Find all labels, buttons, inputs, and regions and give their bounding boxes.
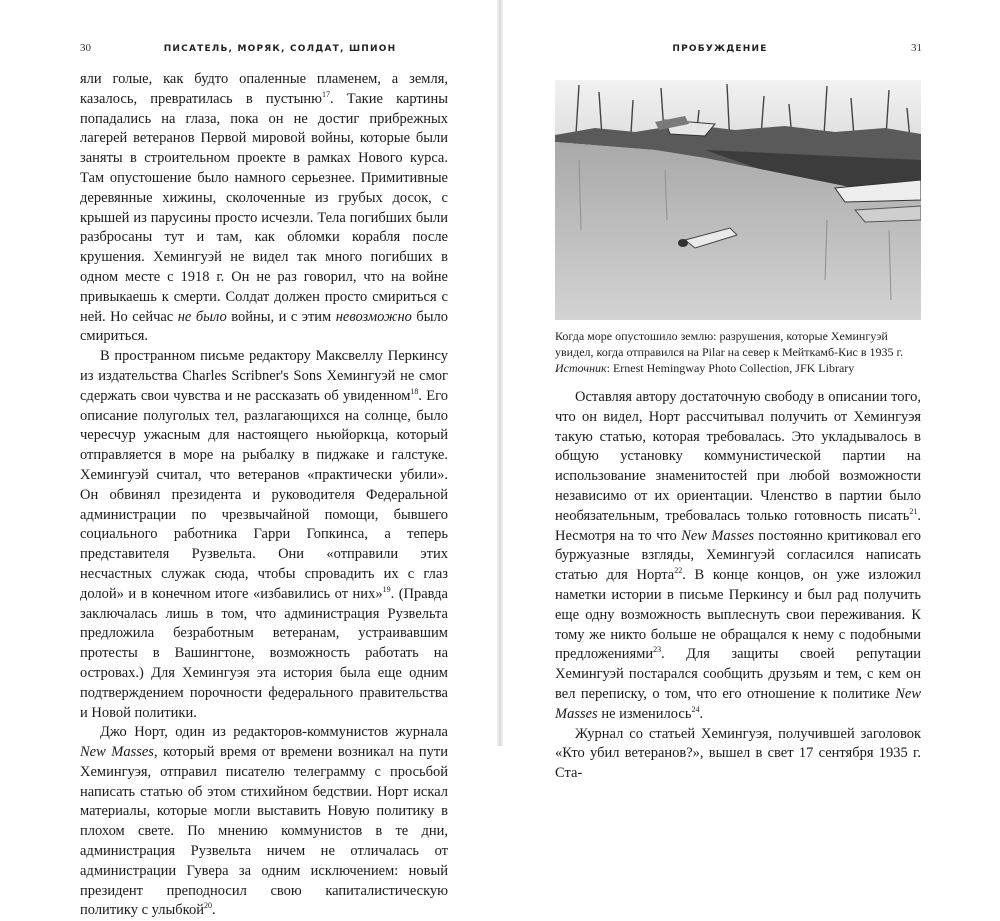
text-run: Оставляя автору достаточную свободу в описании того, что он видел, Норт рассчитывал получить от Хемингуэя такую статью, которая требовалась. Это укладывалось в общую установку коммунистической партии на использование знаменитостей при любой возможности независимо от их ориентации. Членство в партии было необязательным, требовалась только готовность писать	[555, 389, 921, 524]
photo-caption	[555, 328, 921, 376]
footnote-ref: 17	[321, 89, 330, 99]
caption-line-1: Когда море опустошило землю: разрушения, которые Хемингуэй	[555, 329, 888, 343]
text-run: , который время от времени возникал на пути Хемингуэя, отправил писателю телеграмму с просьбой написать статью об этом стихийном бедствии. Норт искал материалы, которые могли выставить Новую политику в плохом свете. По мнению коммунистов в те дни, администрация Рузвельта ничем не отличалась от администрации Гувера за одним исключением: новый президент преподносил свою капиталистическую политику с улыбкой	[80, 744, 448, 919]
footnote-ref: 23	[653, 645, 662, 655]
italic-text: New Masses	[555, 685, 921, 722]
text-run: . Для защиты своей репутации Хемингуэй постарался сообщить друзьям и тем, с кем он вел переписку, о том, что его отношение к политике	[555, 646, 921, 702]
caption-source	[555, 360, 921, 376]
text-run: яли голые, как будто опаленные пламенем, а земля, казалось, превратилась в пустыню	[80, 71, 448, 107]
text-run: . Такие картины попадались на глаза, пока он не достиг прибрежных лагерей ветеранов Первой мировой войны, которые были заняты в строительном проекте в рамках Нового курса. Там опустошение было намного серьезнее. Примитивные деревянные хижины, сколоченные из грубых досок, с крышей из парусины просто исчезли. Тела погибших были разбросаны тут и там, как обломки корабля после крушения. Хемингуэй не видел так много погибших в одном месте с 1918 г. Он не раз говорил, что на войне привыкаешь к смерти. Солдат должен просто смириться с ней. Но сейчас	[80, 90, 448, 325]
flood-photo-image	[555, 80, 921, 320]
caption-source-label: Источник	[555, 361, 607, 375]
text-run: было смириться.	[80, 308, 448, 345]
caption-source-text: : Ernest Hemingway Photo Collection, JFK Library	[606, 361, 855, 375]
footnote-ref: 22	[674, 566, 683, 576]
text-run: . Его описание полуголых тел, разлагающихся на солнце, было чересчур ужасным для настоящего ньюйоркца, который отправляется в море на рыбалку в пиджаке и галстуке. Хемингуэй считал, что ветеранов «практически убили». Он обвинял президента и руководителя Федеральной администрации по чрезвычайной помощи, бывшего социального работника Гарри Гопкинса, а теперь представителя Рузвельта. Они «отправили этих несчастных служак сюда, чтобы спровадить их с глаз долой» и в конечном итоге «избавились от них»	[80, 387, 448, 602]
italic-text: не было	[177, 308, 227, 325]
text-run: Джо Норт, один из редакторов-коммунистов журнала	[100, 724, 448, 741]
text-run: В пространном письме редактору Максвеллу Перкинсу из издательства Charles Scribner's Sons Хемингуэй не смог сдержать свои чувства и не рассказать об увиденном	[80, 348, 448, 404]
footnote-ref: 19	[382, 584, 391, 594]
text-run: не изменилось	[597, 705, 692, 722]
running-head-left: ПИСАТЕЛЬ, МОРЯК, СОЛДАТ, ШПИОН	[163, 44, 397, 54]
paragraph	[555, 725, 921, 784]
italic-text: New Masses	[80, 744, 154, 761]
left-page	[0, 0, 500, 919]
left-body-text	[80, 70, 448, 921]
paragraph	[80, 347, 448, 723]
text-run: .	[211, 902, 216, 919]
italic-text: New Masses	[681, 527, 755, 544]
text-run: войны, и с этим	[226, 308, 336, 325]
page-number-right: 31	[911, 42, 922, 54]
text-run: . В конце концов, он уже изложил наметки истории в письме Перкинсу и был рад получить еще одну возможность выплеснуть свои переживания. К тому же никто больше не обращался к нему с подобными предложениями	[555, 567, 921, 663]
running-head-right: ПРОБУЖДЕНИЕ	[672, 44, 768, 54]
italic-text: невозможно	[335, 308, 412, 325]
footnote-ref: 24	[691, 704, 700, 714]
text-run: .	[699, 705, 704, 722]
text-run: . (Правда заключалась лишь в том, что администрация Рузвельта предложила безработным ветеранам, устраивавшим протесты в Вашингтоне, возможность работать на островах.) Для Хемингуэя эта история была еще одним подтверждением порочности федерального правительства и Новой политики.	[80, 585, 448, 721]
paragraph	[80, 723, 448, 921]
footnote-ref: 20	[203, 901, 212, 911]
caption-line-2: увидел, когда отправился на Pilar на север к Мейткамб-Кис в 1935 г.	[555, 345, 904, 359]
paragraph	[80, 70, 448, 347]
footnote-ref: 18	[410, 386, 419, 396]
right-body-text	[555, 388, 921, 784]
text-run: постоянно критиковал его буржуазные взгляды, Хемингуэй согласился написать статью для Норта	[555, 527, 921, 584]
page-number-left: 30	[80, 42, 91, 54]
text-run: Журнал со статьей Хемингуэя, получившей заголовок «Кто убил ветеранов?», вышел в свет 17 сентября 1935 г. Ста-	[555, 725, 921, 782]
text-run: . Несмотря на то что	[555, 507, 921, 544]
flood-photo	[555, 80, 921, 320]
paragraph	[555, 388, 921, 725]
footnote-ref: 21	[909, 506, 918, 516]
